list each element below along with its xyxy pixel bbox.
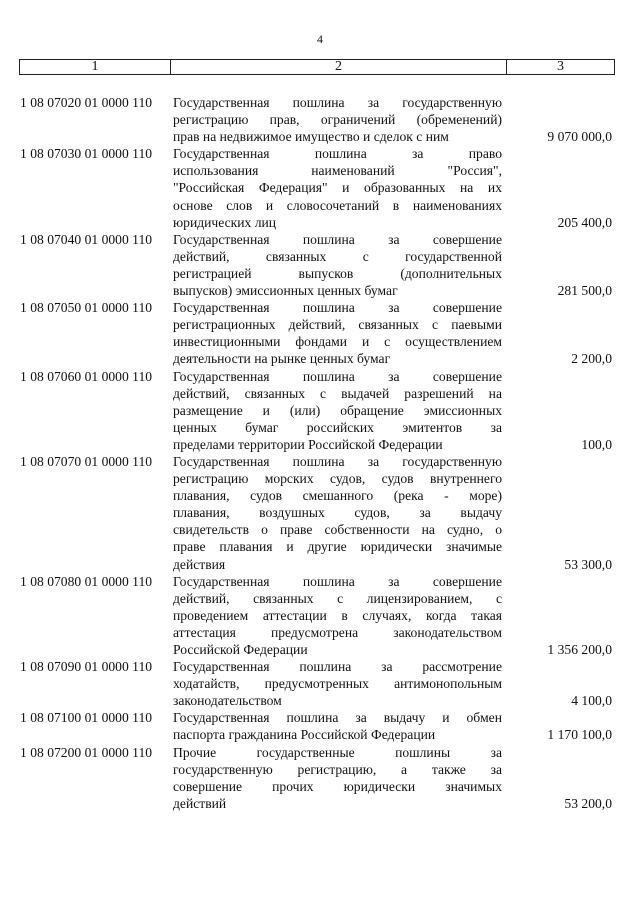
description-line: Государственная пошлина за совершение [173, 300, 502, 316]
amount-value: 2 200,0 [571, 351, 612, 367]
description-line: пределами территории Российской Федерации [173, 436, 443, 452]
budget-classification-code: 1 08 07050 01 0000 110 [20, 300, 153, 316]
description-line: свидетельств о праве собственности на судно, о [173, 522, 502, 538]
income-description [173, 94, 502, 145]
table-row [20, 573, 618, 658]
table-row [20, 368, 618, 453]
description-line: Государственная пошлина за совершение [173, 573, 502, 589]
header-col-description: 2 [171, 60, 507, 74]
description-line: государственную регистрацию, а также за [173, 761, 502, 777]
table-row [20, 658, 618, 709]
income-description [173, 231, 502, 299]
header-col-code: 1 [20, 60, 171, 74]
budget-classification-code: 1 08 07070 01 0000 110 [20, 453, 153, 469]
table-row [20, 94, 618, 145]
description-line: "Российская Федерация" и образованных на их [173, 180, 502, 196]
description-line: Государственная пошлина за рассмотрение [173, 659, 502, 675]
amount-value: 281 500,0 [557, 283, 612, 299]
description-line: аттестация предусмотрена законодательством [173, 624, 502, 640]
amount-value: 205 400,0 [557, 214, 612, 230]
amount-value: 9 070 000,0 [547, 129, 612, 145]
description-line: основе слов и словосочетаний в наименованиях [173, 197, 502, 213]
income-description [173, 368, 502, 453]
description-line: Прочие государственные пошлины за [173, 744, 502, 760]
budget-classification-code: 1 08 07200 01 0000 110 [20, 744, 153, 760]
description-line: плавания, судов смешанного (река - море) [173, 488, 502, 504]
description-line: законодательством [173, 693, 282, 709]
description-line: проведением аттестации в случаях, когда такая [173, 607, 502, 623]
budget-classification-code: 1 08 07030 01 0000 110 [20, 146, 153, 162]
description-line: Государственная пошлина за совершение [173, 231, 502, 247]
description-line: действия [173, 556, 226, 572]
description-line: Государственная пошлина за выдачу и обмен [173, 710, 502, 726]
description-line: паспорта гражданина Российской Федерации [173, 727, 436, 743]
description-line: Российской Федерации [173, 642, 308, 657]
description-line: Государственная пошлина за совершение [173, 368, 502, 384]
description-line: выпусков) эмиссионных ценных бумаг [173, 283, 398, 299]
description-line: Государственная пошлина за государственную [173, 453, 502, 469]
description-line: регистрацию прав, ограничений (обременений) [173, 112, 502, 128]
table-header [19, 59, 615, 75]
table-row [20, 231, 618, 299]
description-line: деятельности на рынке ценных бумаг [173, 351, 391, 367]
amount-value: 100,0 [581, 436, 612, 452]
budget-classification-code: 1 08 07040 01 0000 110 [20, 231, 153, 247]
description-line: юридических лиц [173, 214, 277, 230]
table-body [20, 94, 618, 812]
income-description [173, 658, 502, 709]
description-line: Государственная пошлина за государственную [173, 95, 502, 110]
income-description [173, 709, 502, 743]
income-description [173, 744, 502, 812]
table-row [20, 145, 618, 230]
description-line: регистрацией выпусков (дополнительных [173, 265, 502, 281]
budget-classification-code: 1 08 07080 01 0000 110 [20, 573, 153, 589]
amount-value: 4 100,0 [571, 693, 612, 709]
budget-classification-code: 1 08 07100 01 0000 110 [20, 710, 153, 726]
description-line: регистрацию морских судов, судов внутреннего [173, 471, 502, 487]
description-line: Государственная пошлина за право [173, 146, 502, 162]
table-row [20, 299, 618, 367]
budget-classification-code: 1 08 07020 01 0000 110 [20, 95, 153, 110]
description-line: совершение прочих юридически значимых [173, 778, 502, 794]
budget-classification-code: 1 08 07060 01 0000 110 [20, 368, 153, 384]
table-row [20, 744, 618, 812]
description-line: праве плавания и другие юридически значимые [173, 539, 502, 555]
amount-value: 53 200,0 [564, 795, 612, 811]
amount-value: 1 170 100,0 [547, 727, 612, 743]
description-line: действий, связанных с государственной [173, 248, 502, 264]
income-description [173, 453, 502, 573]
description-line: ценных бумаг российских эмитентов за [173, 419, 502, 435]
description-line: использования наименований "Россия", [173, 163, 502, 179]
table-row [20, 453, 618, 573]
description-line: регистрационных действий, связанных с паевыми [173, 317, 502, 333]
amount-value: 53 300,0 [564, 556, 612, 572]
description-line: действий [173, 795, 227, 811]
income-description [173, 573, 502, 658]
amount-value: 1 356 200,0 [547, 642, 612, 657]
budget-classification-code: 1 08 07090 01 0000 110 [20, 659, 153, 675]
description-line: действий, связанных с лицензированием, с [173, 590, 502, 606]
description-line: ходатайств, предусмотренных антимонопольным [173, 676, 502, 692]
description-line: прав на недвижимое имущество и сделок с ним [173, 129, 449, 145]
page-number: 4 [317, 32, 323, 46]
table-row [20, 709, 618, 743]
income-description [173, 145, 502, 230]
description-line: плавания, воздушных судов, за выдачу [173, 505, 502, 521]
income-description [173, 299, 502, 367]
description-line: действий, связанных с выдачей разрешений на [173, 385, 502, 401]
header-col-amount: 3 [557, 59, 564, 74]
description-line: размещение и (или) обращение эмиссионных [173, 402, 502, 418]
description-line: инвестиционными фондами и с осуществлением [173, 334, 502, 350]
